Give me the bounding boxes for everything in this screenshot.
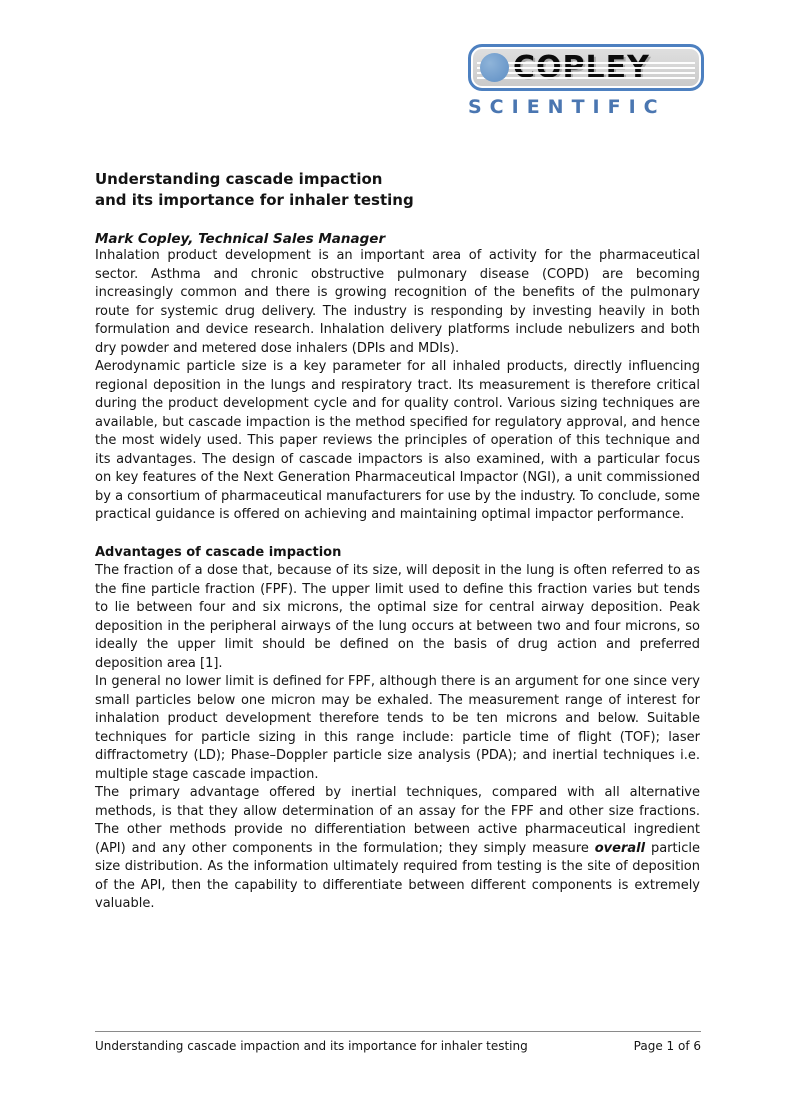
logo-stripe: [477, 67, 695, 69]
page-footer: [95, 1031, 701, 1054]
paragraph-inertial-advantage: [95, 784, 700, 914]
logo-stripe: [477, 72, 695, 74]
paragraph-inertial-advantage-before: The primary advantage offered by inertial techniques, compared with all alternative methods, is that they allow determination of an assay for the FPF and other size fractions. The other methods provide no differentiation between active pharmaceutical ingredient (API) and any other components in the formulation; they simply measure: [95, 785, 700, 856]
logo-subtitle-text: SCIENTIFIC: [468, 96, 666, 118]
paragraph-inertial-advantage-emphasis: overall: [594, 840, 646, 856]
page-title-line1: Understanding cascade impaction: [95, 170, 383, 188]
logo-circle-icon: [480, 53, 509, 82]
page-title-line2: and its importance for inhaler testing: [95, 191, 414, 209]
section-heading-advantages: Advantages of cascade impaction: [95, 544, 342, 560]
paragraph-fpf: The fraction of a dose that, because of its size, will deposit in the lung is often referred to as the fine particle fraction (FPF). The upper limit used to define this fraction varies but tends to lie between four and six microns, the optimal size for central airway deposition. Peak deposition in the peripheral airways of the lung occurs at between two and four microns, so ideally the upper limit should be defined on the basis of drug action and preferred deposition area [1].: [95, 563, 700, 671]
footer-page-number: Page 1 of 6: [633, 1039, 701, 1053]
author-line: Mark Copley, Technical Sales Manager: [95, 231, 386, 247]
logo-stripe: [477, 62, 695, 64]
logo-stripe: [477, 77, 695, 79]
document-content: [95, 0, 700, 914]
paragraph-intro-2: Aerodynamic particle size is a key parameter for all inhaled products, directly influencing regional deposition in the lungs and respiratory tract. Its measurement is therefore critical during the product development cycle and for quality control. Various sizing techniques are available, but cascade impaction is the method specified for regulatory approval, and hence the most widely used. This paper reviews the principles of operation of this technique and its advantages. The design of cascade impactors is also examined, with a particular focus on key features of the Next Generation Pharmaceutical Impactor (NGI), a unit commissioned by a consortium of pharmaceutical manufacturers for use by the industry. To conclude, some practical guidance is offered on achieving and maintaining optimal impactor performance.: [95, 359, 701, 522]
page-title: [95, 0, 700, 211]
paragraph-inertial-advantage-after: particle size distribution. As the information ultimately required from testing is the site of deposition of the API, then the capability to differentiate between different components is extremely valuable.: [95, 840, 700, 911]
paragraph-lower-limit: In general no lower limit is defined for FPF, although there is an argument for one since very small particles below one micron may be exhaled. The measurement range of interest for inhalation product development therefore tends to be ten microns and below. Suitable techniques for particle sizing in this range include: particle time of flight (TOF); laser diffractometry (LD); Phase–Doppler particle size analysis (PDA); and inertial techniques i.e. multiple stage cascade impaction.: [95, 674, 700, 782]
footer-document-title: Understanding cascade impaction and its importance for inhaler testing: [95, 1039, 528, 1053]
paragraph-intro-1: Inhalation product development is an important area of activity for the pharmaceutical sector. Asthma and chronic obstructive pulmonary disease (COPD) are becoming increasingly common and there is growing recognition of the benefits of the pulmonary route for systemic drug delivery. The industry is responding by investing heavily in both formulation and device research. Inhalation delivery platforms include nebulizers and both dry powder and metered dose inhalers (DPIs and MDIs).: [95, 248, 700, 356]
